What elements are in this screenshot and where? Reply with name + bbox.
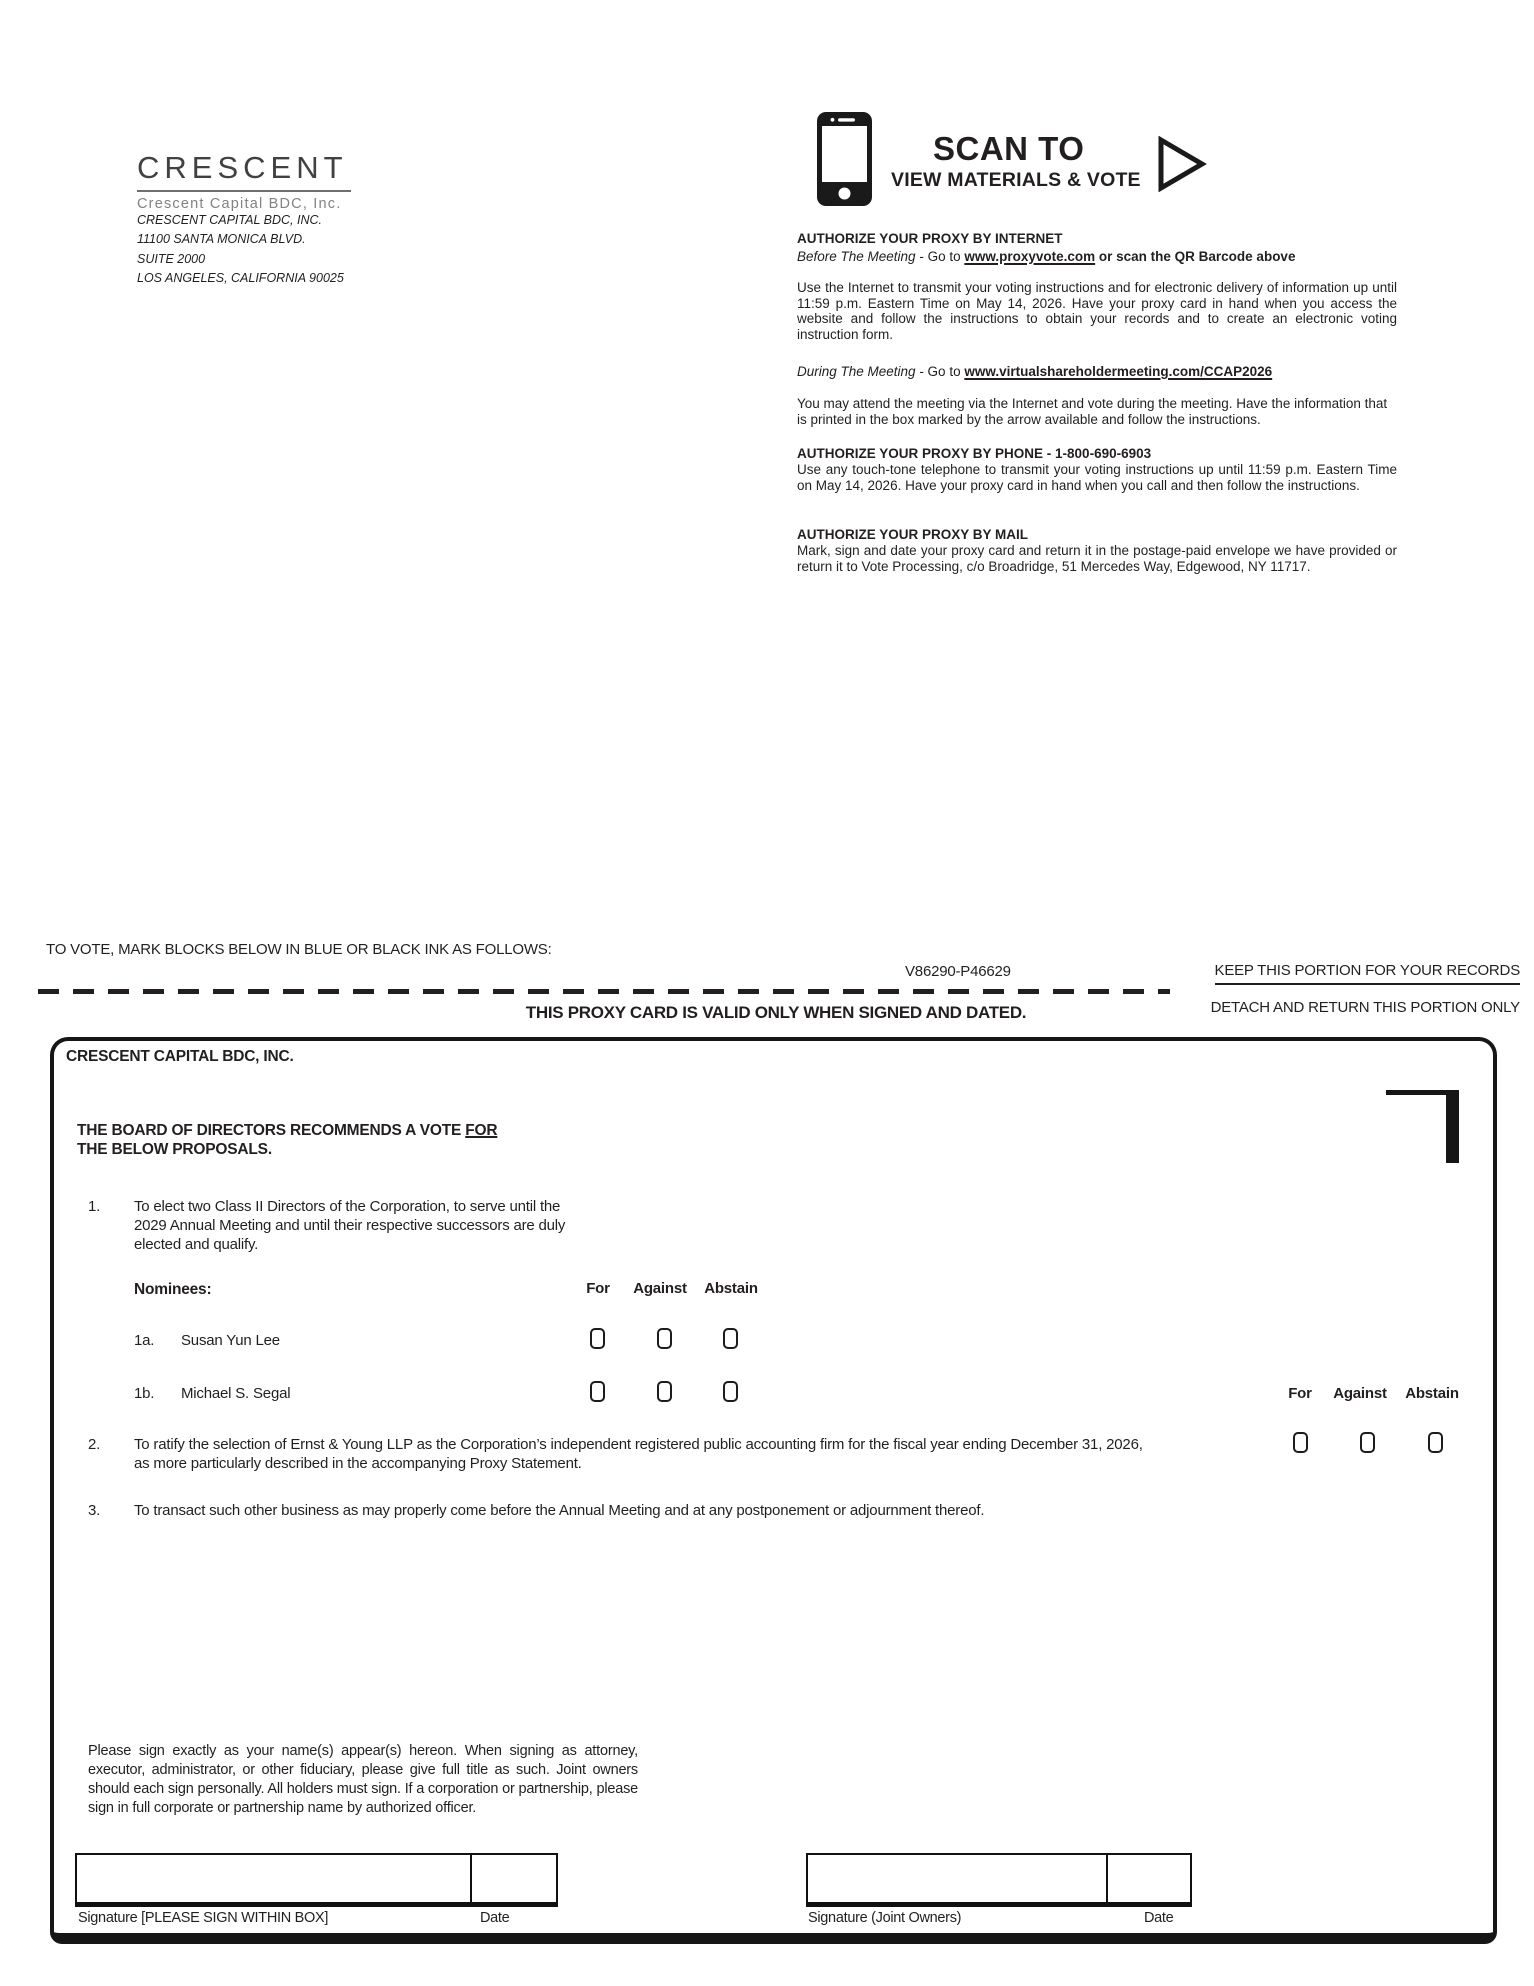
during-meeting-label: During The Meeting [797,364,916,379]
address-line: 11100 SANTA MONICA BLVD. [137,232,306,247]
proposal1-number: 1. [88,1198,101,1215]
checkbox-1a-for[interactable] [590,1328,605,1349]
date-field-joint[interactable] [1106,1855,1190,1902]
board-recommendation-line2: THE BELOW PROPOSALS. [77,1141,272,1158]
keep-portion-note: KEEP THIS PORTION FOR YOUR RECORDS [1215,962,1520,985]
smartphone-icon [817,112,872,211]
valid-when-signed-note: THIS PROXY CARD IS VALID ONLY WHEN SIGNED AND DATED. [525,1003,1027,1022]
control-number: V86290-P46629 [905,963,1011,980]
internet-body: Use the Internet to transmit your voting instructions and for electronic delivery of information up until 11:59 p.m. Eastern Time on May 14, 2026. Have your proxy card in hand when you access the website and follow the instructions to obtain your records and to create an electronic voting instruction form. [797,280,1397,342]
board-recommendation-line1: THE BOARD OF DIRECTORS RECOMMENDS A VOTE FOR [77,1122,498,1139]
mail-heading: AUTHORIZE YOUR PROXY BY MAIL [797,527,1029,542]
before-meeting-label: Before The Meeting [797,249,916,264]
proposal2-number: 2. [88,1436,101,1453]
proxyvote-link[interactable]: www.proxyvote.com [964,249,1096,264]
joint-signature-label: Signature (Joint Owners) [808,1910,962,1926]
address-line: LOS ANGELES, CALIFORNIA 90025 [137,270,344,285]
date-field[interactable] [470,1855,556,1902]
signature-box-primary[interactable] [75,1853,558,1907]
board-recommendation [77,1121,497,1159]
phone-heading: AUTHORIZE YOUR PROXY BY PHONE - 1-800-690-6903 [797,446,1152,461]
nominee-1a-name: Susan Yun Lee [181,1332,280,1349]
internet-heading: AUTHORIZE YOUR PROXY BY INTERNET [797,231,1063,246]
mark-instruction: TO VOTE, MARK BLOCKS BELOW IN BLUE OR BLACK INK AS FOLLOWS: [46,941,552,958]
scan-to-subtitle: VIEW MATERIALS & VOTE [891,169,1141,191]
before-meeting-sep: - Go to [915,249,965,264]
during-meeting-line [797,364,1397,380]
proposal3-text: To transact such other business as may properly come before the Annual Meeting and at any postponement or adjournment thereof. [134,1502,985,1519]
mail-body: Mark, sign and date your proxy card and return it in the postage-paid envelope we have provided or return it to Vote Processing, c/o Broadridge, 51 Mercedes Way, Edgewood, NY 11717. [797,543,1397,574]
checkbox-1a-against[interactable] [657,1328,672,1349]
company-address [137,211,344,288]
vote-header-against: Against [1333,1385,1387,1402]
checkbox-1b-for[interactable] [590,1381,605,1402]
during-body: You may attend the meeting via the Internet and vote during the meeting. Have the information that is printed in the box marked by the arrow available and follow the instructions. [797,396,1388,427]
company-logo [137,150,351,212]
corner-mark-icon [1446,1090,1459,1163]
vote-header-for: For [586,1280,610,1297]
scan-to-title: SCAN TO [933,130,1085,167]
checkbox-1b-abstain[interactable] [723,1381,738,1402]
signature-field[interactable] [77,1855,470,1902]
proposal3-number: 3. [88,1502,101,1519]
phone-body: Use any touch-tone telephone to transmit your voting instructions up until 11:59 p.m. Eastern Time on May 14, 2026. Have your proxy card in hand when you call and then follow the instructions. [797,462,1397,493]
vote-header-against: Against [633,1280,687,1297]
date-label: Date [480,1910,510,1926]
arrow-right-icon [1157,136,1207,197]
signature-box-joint[interactable] [806,1853,1192,1907]
checkbox-p2-for[interactable] [1293,1432,1308,1453]
before-meeting-line [797,249,1397,265]
recommend-for-underlined: FOR [465,1122,498,1139]
checkbox-p2-abstain[interactable] [1428,1432,1443,1453]
nominee-1b-number: 1b. [134,1385,155,1402]
during-meeting-sep: - Go to [915,364,965,379]
vote-header-abstain: Abstain [704,1280,758,1297]
signature-instructions: Please sign exactly as your name(s) appear(s) hereon. When signing as attorney, executor, administrator, or other fiduciary, please give full title as such. Joint owners should each sign personally. All holders must sign. If a corporation or partnership, please sign in full corporate or partnership name by authorized officer. [88,1743,638,1816]
detach-portion-note: DETACH AND RETURN THIS PORTION ONLY [1210,999,1520,1016]
proposal1-text: To elect two Class II Directors of the Corporation, to serve until the 2029 Annual Meeting and until their respective successors are duly elected and qualify. [134,1198,566,1253]
virtual-meeting-link[interactable]: www.virtualshareholdermeeting.com/CCAP2026 [964,364,1273,379]
proposal2-text: To ratify the selection of Ernst & Young LLP as the Corporation’s independent registered public accounting firm for the fiscal year ending December 31, 2026, as more particularly described in the accompanying Proxy Statement. [134,1436,1143,1472]
nominee-1a-number: 1a. [134,1332,155,1349]
checkbox-p2-against[interactable] [1360,1432,1375,1453]
checkbox-1a-abstain[interactable] [723,1328,738,1349]
logo-wordmark: CRESCENT [137,150,351,192]
nominee-1b-name: Michael S. Segal [181,1385,291,1402]
before-meeting-tail: or scan the QR Barcode above [1095,249,1296,264]
checkbox-1b-against[interactable] [657,1381,672,1402]
vote-header-for: For [1288,1385,1312,1402]
signature-label: Signature [PLEASE SIGN WITHIN BOX] [78,1910,329,1926]
date-label: Date [1144,1910,1174,1926]
perforation-dashed-line [38,989,1170,994]
card-company-name: CRESCENT CAPITAL BDC, INC. [66,1048,294,1065]
logo-subtitle: Crescent Capital BDC, Inc. [137,196,342,212]
vote-header-abstain: Abstain [1405,1385,1459,1402]
address-line: SUITE 2000 [137,251,206,266]
nominees-label: Nominees: [134,1281,212,1298]
address-line: CRESCENT CAPITAL BDC, INC. [137,213,322,227]
signature-field-joint[interactable] [808,1855,1106,1902]
